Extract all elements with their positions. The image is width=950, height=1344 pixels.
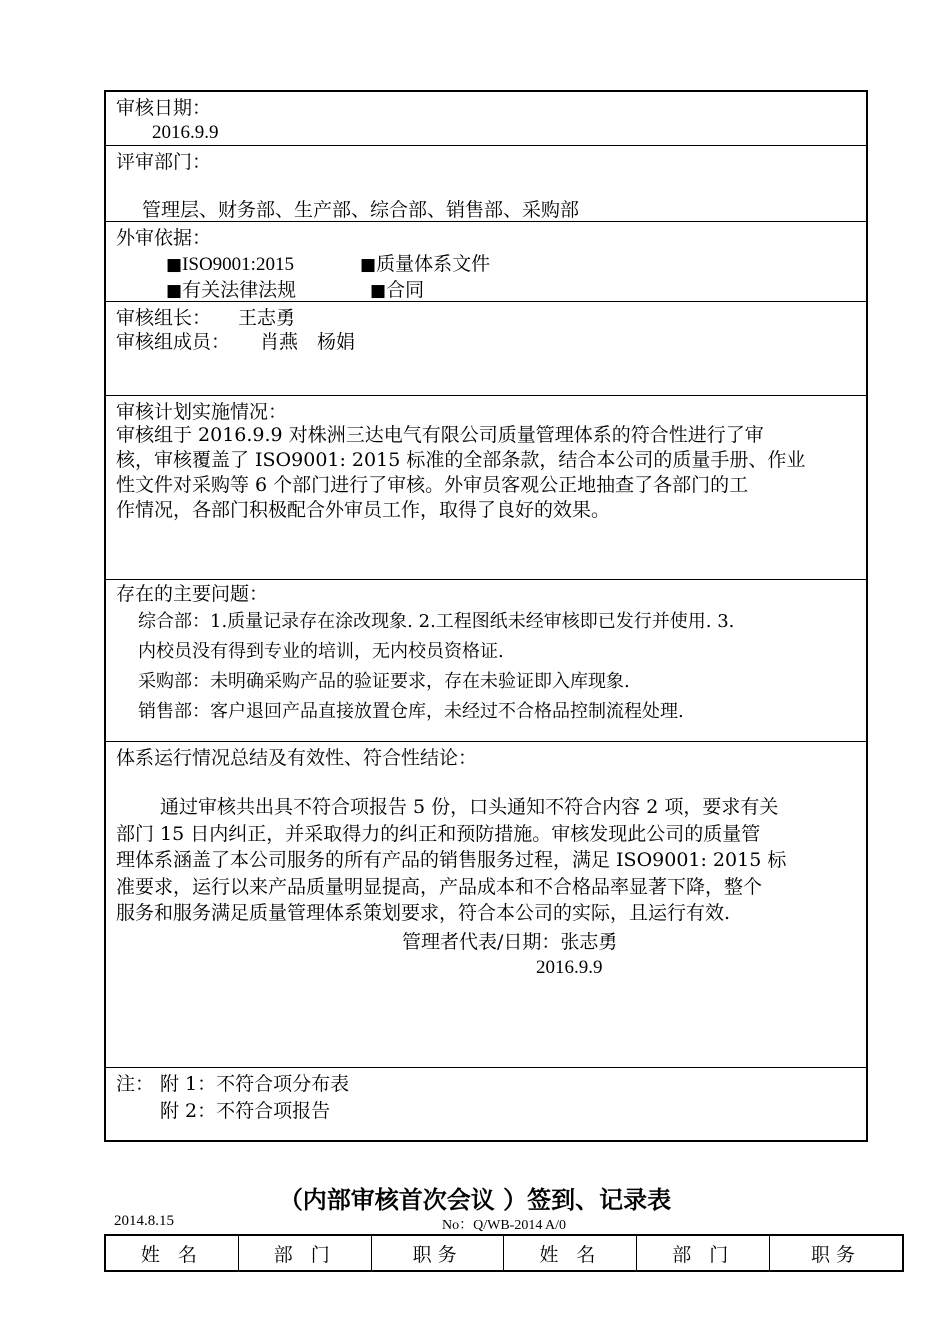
summary-line: 部门 15 日内纠正，并采取得力的纠正和预防措施。审核发现此公司的质量管 [116,822,761,845]
team-leader-label: 审核组长： [116,307,212,329]
issue-line: 销售部：客户退回产品直接放置仓库，未经过不合格品控制流程处理. [138,701,684,722]
plan-line: 作情况，各部门积极配合外审员工作，取得了良好的效果。 [116,499,611,521]
column-header-department: 部 门 [239,1236,372,1270]
basis-item-quality-docs: ■质量体系文件 [360,253,491,275]
meeting-title: （内部审核首次会议 ）签到、记录表 [278,1186,672,1214]
audit-team-row [106,302,866,396]
notes-row [106,1068,866,1142]
audit-date-value: 2016.9.9 [152,122,219,143]
main-issues-row [106,580,866,742]
issue-line: 综合部：1.质量记录存在涂改现象. 2.工程图纸未经审核即已发行并使用. 3. [138,611,735,632]
summary-line: 通过审核共出具不符合项报告 5 份，口头通知不符合内容 2 项，要求有关 [160,796,779,818]
summary-signer: 管理者代表/日期：张志勇 [402,931,618,953]
column-header-department: 部 门 [637,1236,770,1270]
team-members-names: 肖燕 杨娟 [260,331,356,353]
summary-label: 体系运行情况总结及有效性、符合性结论： [116,747,478,769]
sign-in-table-header [104,1234,904,1272]
basis-item-iso: ■ISO9001:2015 [166,254,294,275]
column-header-name: 姓 名 [504,1236,637,1270]
review-departments-value: 管理层、财务部、生产部、综合部、销售部、采购部 [142,199,580,221]
main-issues-text [138,607,868,727]
audit-basis-row [106,222,866,302]
summary-line: 准要求，运行以来产品质量明显提高，产品成本和不合格品率显著下降，整个 [116,875,763,898]
notes-label: 注： [116,1073,155,1095]
issue-line: 采购部：未明确采购产品的验证要求，存在未验证即入库现象. [138,671,630,692]
review-departments-label: 评审部门： [116,151,212,173]
basis-item-laws: ■有关法律法规 [166,279,297,301]
team-members-label: 审核组成员： [116,331,231,353]
issue-line: 内校员没有得到专业的培训，无内校员资格证. [138,641,504,662]
main-issues-label: 存在的主要问题： [116,583,269,605]
note-attachment-1: 附 1：不符合项分布表 [160,1073,350,1095]
audit-date-label: 审核日期： [116,97,212,119]
plan-line: 核，审核覆盖了 ISO9001: 2015 标准的全部条款，结合本公司的质量手册、作业 [116,449,806,471]
plan-line: 审核组于 2016.9.9 对株洲三达电气有限公司质量管理体系的符合性进行了审 [116,424,764,446]
audit-basis-label: 外审依据： [116,227,212,249]
plan-implementation-text [116,423,860,523]
plan-line: 性文件对采购等 6 个部门进行了审核。外审员客观公正地抽查了各部门的工 [116,474,749,496]
summary-sign-date: 2016.9.9 [536,957,603,978]
summary-line: 服务和服务满足质量管理体系策划要求，符合本公司的实际，且运行有效. [116,902,731,924]
audit-report-table [104,90,868,1142]
audit-date-row [106,92,866,146]
plan-implementation-label: 审核计划实施情况： [116,401,288,423]
summary-row [106,742,866,1068]
plan-implementation-row [106,396,866,580]
column-header-position: 职务 [372,1236,505,1270]
column-header-position: 职务 [811,1243,862,1266]
column-header-name: 姓 名 [106,1236,239,1270]
team-leader-name: 王志勇 [238,307,296,329]
meeting-doc-number: No：Q/WB-2014 A/0 [442,1218,567,1233]
review-departments-row [106,146,866,222]
basis-item-contract: ■合同 [370,279,425,301]
note-attachment-2: 附 2：不符合项报告 [160,1100,331,1122]
meeting-date: 2014.8.15 [114,1213,174,1229]
summary-line: 理体系涵盖了本公司服务的所有产品的销售服务过程，满足 ISO9001: 2015 标 [116,849,787,871]
summary-text [116,794,860,927]
